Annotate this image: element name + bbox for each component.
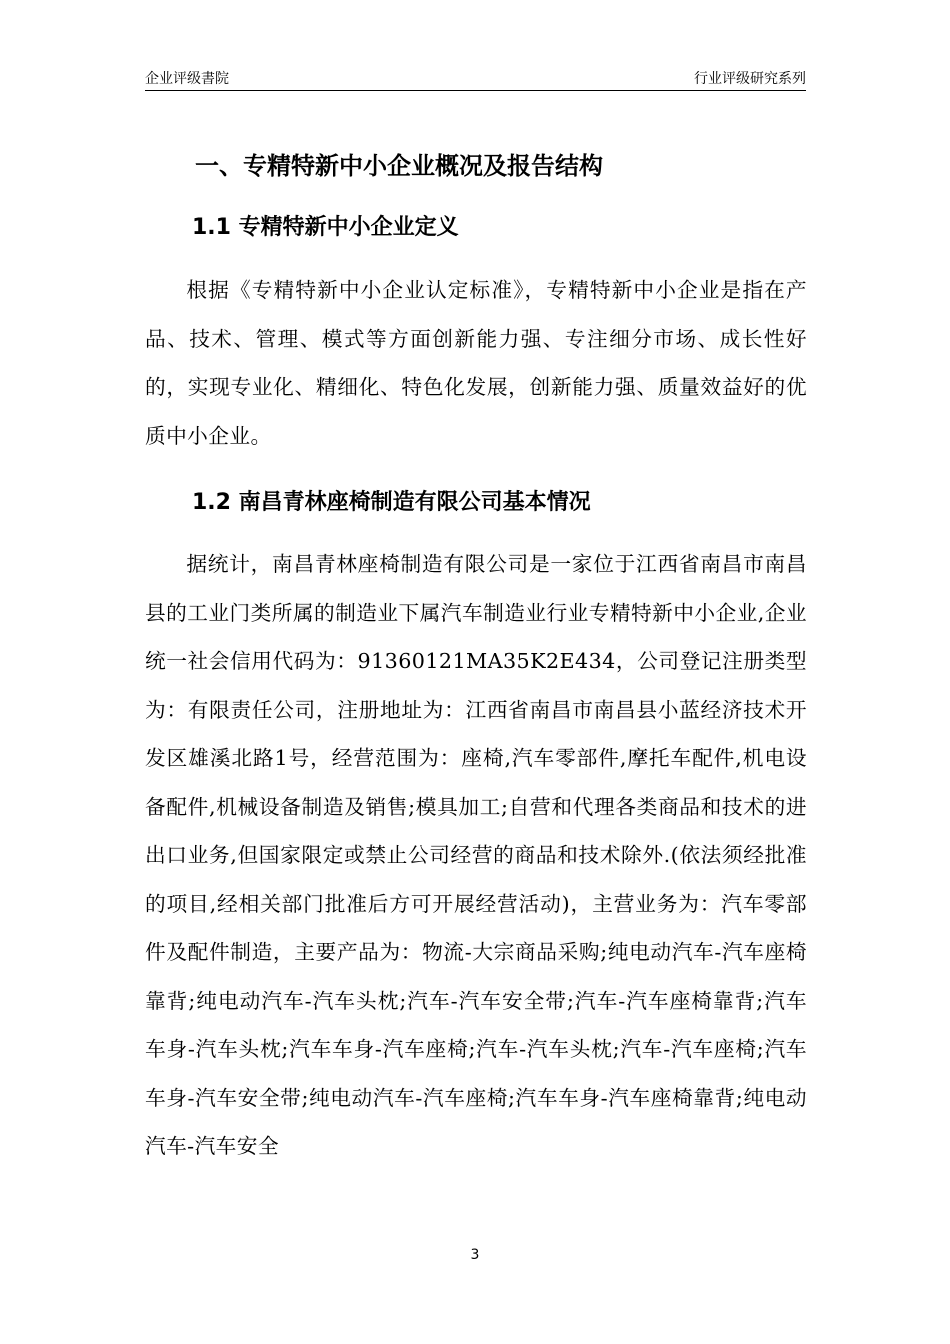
subsection-title-definition: 1.1 专精特新中小企业定义 (192, 215, 459, 240)
header-publisher: 企业评级書院 (145, 71, 229, 87)
page-header (145, 62, 806, 91)
header-series: 行业评级研究系列 (694, 71, 806, 87)
section-title: 一、专精特新中小企业概况及报告结构 (195, 152, 603, 180)
page-number: 3 (470, 1247, 480, 1263)
paragraph-definition: 根据《专精特新中小企业认定标准》，专精特新中小企业是指在产品、技术、管理、模式等方面创新能力强、专注细分市场、成长性好的，实现专业化、精细化、特色化发展，创新能力强、质量效益好的优质中小企业。 (145, 278, 807, 448)
subsection-title-company-info: 1.2 南昌青林座椅制造有限公司基本情况 (192, 490, 591, 515)
paragraph-company-info: 据统计，南昌青林座椅制造有限公司是一家位于江西省南昌市南昌县的工业门类所属的制造业下属汽车制造业行业专精特新中小企业,企业统一社会信用代码为：91360121MA35K2E434，公司登记注册类型为：有限责任公司，注册地址为：江西省南昌市南昌县小蓝经济技术开发区雄溪北路1号，经营范围为：座椅,汽车零部件,摩托车配件,机电设备配件,机械设备制造及销售;模具加工;自营和代理各类商品和技术的进出口业务,但国家限定或禁止公司经营的商品和技术除外.(依法须经批准的项目,经相关部门批准后方可开展经营活动)，主营业务为：汽车零部件及配件制造，主要产品为：物流-大宗商品采购;纯电动汽车-汽车座椅靠背;纯电动汽车-汽车头枕;汽车-汽车安全带;汽车-汽车座椅靠背;汽车车身-汽车头枕;汽车车身-汽车座椅;汽车-汽车头枕;汽车-汽车座椅;汽车车身-汽车安全带;纯电动汽车-汽车座椅;汽车车身-汽车座椅靠背;纯电动汽车-汽车安全 (145, 552, 807, 1158)
